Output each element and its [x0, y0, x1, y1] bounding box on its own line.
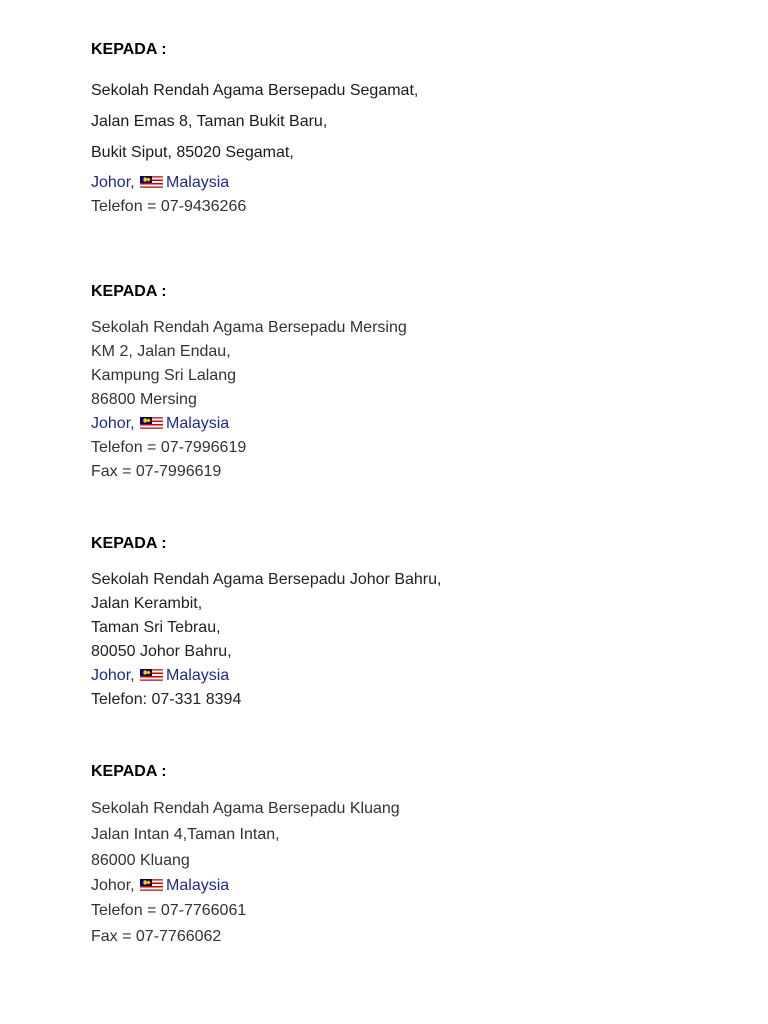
- country-link[interactable]: Malaysia: [166, 174, 230, 191]
- address-line: Sekolah Rendah Agama Bersepadu Kluang: [91, 800, 400, 817]
- country-link[interactable]: Malaysia: [166, 415, 230, 432]
- state-label: Johor,: [91, 877, 135, 894]
- address-line: Jalan Intan 4,Taman Intan,: [91, 826, 280, 843]
- address-line: 80050 Johor Bahru,: [91, 643, 232, 660]
- address-line: Bukit Siput, 85020 Segamat,: [91, 144, 294, 161]
- malaysia-flag-icon: [140, 417, 163, 429]
- address-line: Jalan Emas 8, Taman Bukit Baru,: [91, 113, 328, 130]
- kepada-heading: KEPADA :: [91, 283, 167, 300]
- state-link[interactable]: Johor,: [91, 415, 135, 432]
- address-line: Sekolah Rendah Agama Bersepadu Segamat,: [91, 82, 419, 99]
- state-link[interactable]: Johor,: [91, 174, 135, 191]
- address-line: Sekolah Rendah Agama Bersepadu Johor Bahru,: [91, 571, 442, 588]
- state-country-line: [91, 874, 728, 898]
- state-country-line: [91, 412, 728, 436]
- address-block-kluang: [91, 762, 728, 950]
- address-line: Taman Sri Tebrau,: [91, 619, 221, 636]
- address-block-johor-bahru: [91, 534, 728, 712]
- fax-line: Fax = 07-7996619: [91, 463, 222, 480]
- kepada-heading: KEPADA :: [91, 41, 167, 58]
- telefon-line: Telefon = 07-7766061: [91, 902, 247, 919]
- fax-line: Fax = 07-7766062: [91, 928, 222, 945]
- kepada-heading: KEPADA :: [91, 535, 167, 552]
- state-country-line: [91, 168, 728, 197]
- country-link[interactable]: Malaysia: [166, 877, 230, 894]
- address-line: 86000 Kluang: [91, 852, 190, 869]
- address-block-segamat: [91, 40, 728, 217]
- malaysia-flag-icon: [140, 669, 163, 681]
- kepada-heading: KEPADA :: [91, 763, 167, 780]
- telefon-line: Telefon = 07-7996619: [91, 439, 247, 456]
- malaysia-flag-icon: [140, 879, 163, 891]
- address-line: Sekolah Rendah Agama Bersepadu Mersing: [91, 319, 407, 336]
- telefon-line: Telefon = 07-9436266: [91, 198, 247, 215]
- address-line: Jalan Kerambit,: [91, 595, 203, 612]
- state-country-line: [91, 664, 728, 688]
- malaysia-flag-icon: [140, 176, 163, 188]
- telefon-line: Telefon: 07-331 8394: [91, 691, 242, 708]
- state-link[interactable]: Johor,: [91, 667, 135, 684]
- address-line: 86800 Mersing: [91, 391, 197, 408]
- address-line: KM 2, Jalan Endau,: [91, 343, 231, 360]
- address-line: Kampung Sri Lalang: [91, 367, 236, 384]
- country-link[interactable]: Malaysia: [166, 667, 230, 684]
- address-block-mersing: [91, 282, 728, 484]
